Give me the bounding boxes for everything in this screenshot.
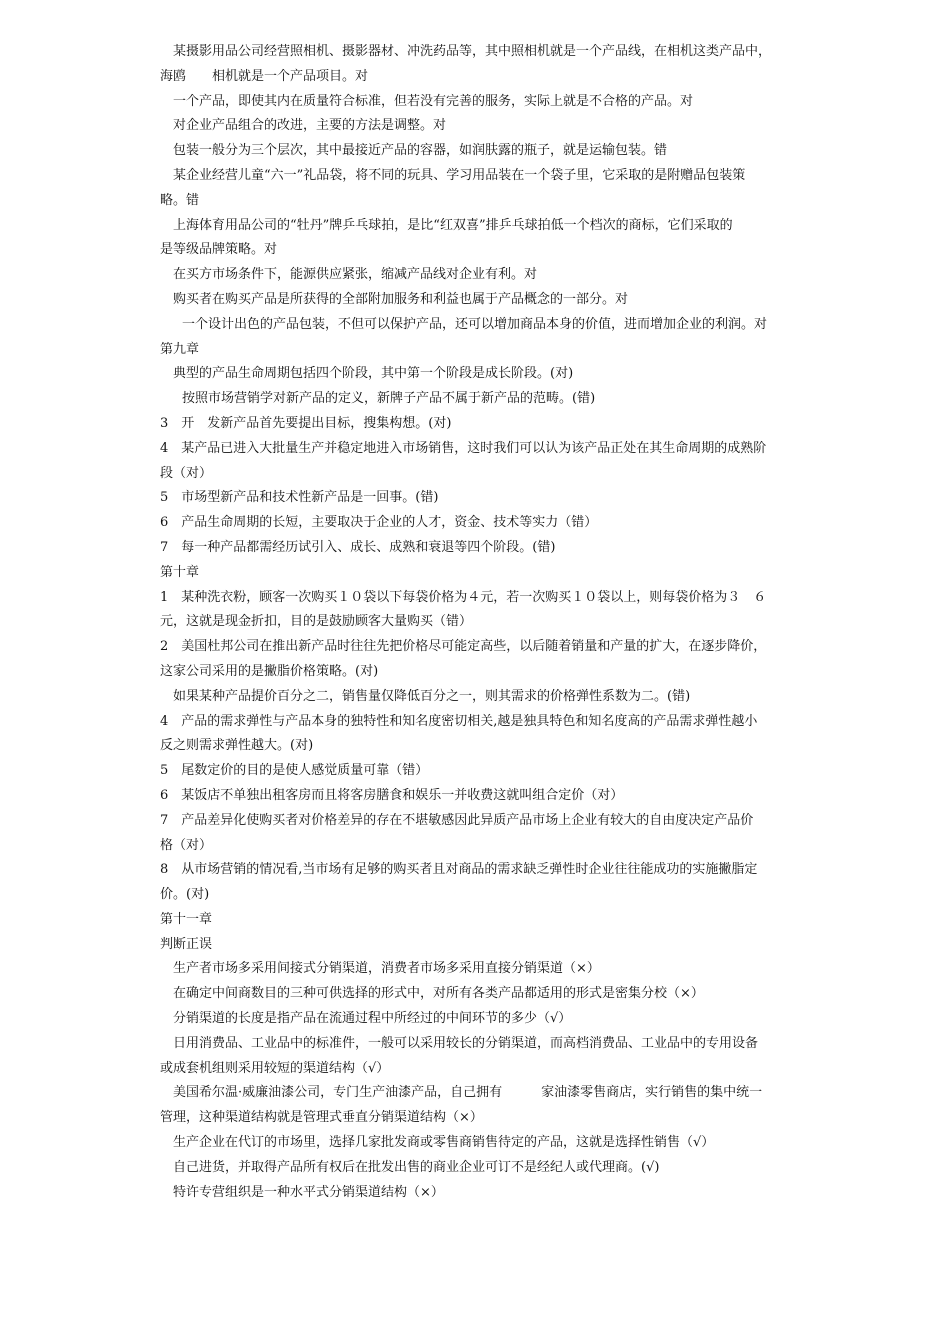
text-line: 在确定中间商数目的三种可供选择的形式中，对所有各类产品都适用的形式是密集分校（×）: [173, 986, 704, 1002]
text-line: 在买方市场条件下，能源供应紧张，缩减产品线对企业有利。对: [173, 267, 538, 283]
text-line: 美国希尔温·威廉油漆公司，专门生产油漆产品，自己拥有 家油漆零售商店，实行销售的集中统一: [173, 1085, 763, 1101]
text-line: 是等级品牌策略。对: [160, 242, 278, 258]
text-line: 1 某种洗衣粉，顾客一次购买１０袋以下每袋价格为４元，若一次购买１０袋以上，则每袋价格为３ ６: [160, 589, 767, 605]
text-line: 6 某饭店不单独出租客房而且将客房膳食和娱乐一并收费这就叫组合定价（对）: [160, 787, 624, 803]
text-line: 自己进货，并取得产品所有权后在批发出售的商业企业可订不是经纪人或代理商。(√): [173, 1159, 660, 1175]
text-line: 日用消费品、工业品中的标准件，一般可以采用较长的分销渠道，而高档消费品、工业品中的专用设备: [173, 1035, 759, 1051]
text-line: 7 产品差异化使购买者对价格差异的存在不堪敏感因此异质产品市场上企业有较大的自由度决定产品价: [160, 812, 754, 828]
text-line: 包装一般分为三个层次，其中最接近产品的容器，如润肤露的瓶子，就是运输包装。错: [173, 143, 668, 159]
text-line: 生产企业在代订的市场里，选择几家批发商或零售商销售待定的产品，这就是选择性销售（√）: [173, 1135, 715, 1151]
text-line: 格（对）: [160, 837, 213, 853]
text-line: 这家公司采用的是撇脂价格策略。(对): [160, 663, 379, 679]
text-line: 管理，这种渠道结构就是管理式垂直分销渠道结构（×）: [160, 1110, 483, 1126]
text-line: 某企业经营儿童“六一”礼品袋，将不同的玩具、学习用品装在一个袋子里，它采取的是附赠品包装策: [173, 167, 746, 183]
text-line: 段（对）: [160, 465, 213, 481]
text-line: 某摄影用品公司经营照相机、摄影器材、冲洗药品等，其中照相机就是一个产品线，在相机这类产品中，: [173, 44, 772, 59]
text-line: 4 某产品已进入大批量生产并稳定地进入市场销售，这时我们可以认为该产品正处在其生命周期的成熟阶: [160, 440, 767, 456]
text-line: 元，这就是现金折扣，目的是鼓励顾客大量购买（错）: [160, 614, 473, 630]
text-line: 2 美国杜邦公司在推出新产品时往往先把价格尽可能定高些，以后随着销量和产量的扩大，在逐步降价，: [160, 639, 767, 655]
text-line: 3 开 发新产品首先要提出目标，搜集构想。(对): [160, 415, 452, 431]
text-line: 分销渠道的长度是指产品在流通过程中所经过的中间环节的多少（√）: [173, 1011, 572, 1027]
text-line: 一个设计出色的产品包装，不但可以保护产品，还可以增加商品本身的价值，进而增加企业的利润。对: [182, 316, 768, 332]
text-line: 如果某种产品提价百分之二，销售量仅降低百分之一，则其需求的价格弹性系数为二。(错): [173, 688, 691, 704]
text-line: 第十一章: [160, 911, 213, 927]
text-line: 5 尾数定价的目的是使人感觉质量可靠（错）: [160, 763, 429, 779]
text-line: 8 从市场营销的情况看,当市场有足够的购买者且对商品的需求缺乏弹性时企业往往能成功的实施撇脂定: [160, 862, 758, 878]
text-line: 对企业产品组合的改进，主要的方法是调整。对: [173, 118, 447, 134]
text-line: 特许专营组织是一种水平式分销渠道结构（×）: [173, 1184, 444, 1200]
text-line: 或成套机组则采用较短的渠道结构（√）: [160, 1060, 390, 1076]
text-line: 生产者市场多采用间接式分销渠道，消费者市场多采用直接分销渠道（×）: [173, 961, 600, 977]
text-line: 一个产品，即使其内在质量符合标准，但若没有完善的服务，实际上就是不合格的产品。对: [173, 93, 694, 109]
text-line: 判断正误: [160, 936, 213, 952]
text-line: 4 产品的需求弹性与产品本身的独特性和知名度密切相关,越是独具特色和知名度高的产品需求弹性越小: [160, 713, 758, 729]
text-line: 5 市场型新产品和技术性新产品是一回事。(错): [160, 490, 439, 506]
text-line: 典型的产品生命周期包括四个阶段，其中第一个阶段是成长阶段。(对): [173, 366, 574, 382]
text-line: 价。(对): [160, 887, 210, 903]
text-line: 第十章: [160, 564, 200, 580]
text-line: 按照市场营销学对新产品的定义，新牌子产品不属于新产品的范畴。(错): [182, 391, 596, 407]
text-line: 购买者在购买产品是所获得的全部附加服务和利益也属于产品概念的一部分。对: [173, 291, 629, 307]
document-page: [160, 40, 832, 1205]
text-line: 略。错: [160, 192, 200, 208]
text-line: 海鸥 相机就是一个产品项目。对: [160, 68, 369, 84]
text-line: 6 产品生命周期的长短，主要取决于企业的人才，资金、技术等实力（错）: [160, 515, 598, 531]
text-line: 反之则需求弹性越大。(对): [160, 738, 314, 754]
text-line: 7 每一种产品都需经历试引入、成长、成熟和衰退等四个阶段。(错): [160, 539, 556, 555]
text-line: 上海体育用品公司的“牡丹”牌乒乓球拍，是比“红双喜”排乒乓球拍低一个档次的商标，它们采取的: [173, 217, 733, 233]
text-line: 第九章: [160, 341, 200, 357]
